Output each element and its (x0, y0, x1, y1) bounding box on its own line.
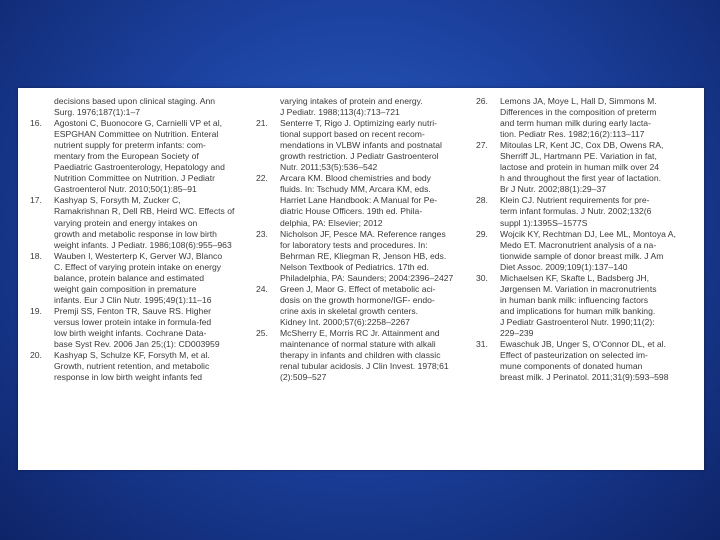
reference-number: 30. (476, 272, 488, 283)
reference-line: crine axis in skeletal growth centers. (280, 305, 419, 316)
reference-entry (256, 173, 462, 228)
reference-line: and term human milk during early lacta- (500, 118, 651, 129)
reference-entry (476, 195, 698, 228)
reference-text (54, 306, 254, 350)
reference-line: Surg. 1976;187(1):1–7 (54, 107, 141, 118)
reference-text (280, 96, 462, 118)
reference-line: Michaelsen KF, Skafte L, Badsberg JH, (500, 272, 650, 283)
reference-line: term infant formulas. J Nutr. 2002;132(6 (500, 206, 652, 217)
reference-text (500, 140, 698, 195)
reference-column-2 (256, 96, 462, 383)
reference-line: Diet Assoc. 2009;109(1):137–140 (500, 261, 628, 272)
reference-line: Wauben I, Westerterp K, Gerver WJ, Blanco (54, 250, 223, 261)
reference-line: weight gain composition in premature (54, 283, 197, 294)
reference-entry (256, 229, 462, 284)
reference-line: Paediatric Gastroenterology, Hepatology and (54, 162, 225, 173)
reference-line: tionwide sample of donor breast milk. J Am (500, 250, 664, 261)
reference-line: h and throughout the first year of lactation. (500, 173, 661, 184)
reference-text (500, 195, 698, 228)
reference-number: 16. (30, 118, 42, 129)
reference-line: response in low birth weight infants fed (54, 372, 203, 383)
reference-number: 28. (476, 195, 488, 206)
reference-column-3 (476, 96, 698, 383)
reference-entry (30, 306, 254, 350)
reference-text (54, 350, 254, 383)
reference-number: 25. (256, 327, 268, 338)
reference-number: 19. (30, 305, 42, 316)
reference-line: Ramakrishnan R, Dell RB, Heird WC. Effects of (54, 206, 235, 217)
reference-line: breast milk. J Perinatol. 2011;31(9):593–598 (500, 372, 669, 383)
reference-line: Arcara KM. Blood chemistries and body (280, 173, 431, 184)
reference-text (54, 96, 254, 118)
reference-line: J Pediatr. 1988;113(4):713–721 (280, 107, 400, 118)
reference-number: 29. (476, 228, 488, 239)
reference-line: balance, protein balance and estimated (54, 272, 205, 283)
reference-number: 20. (30, 350, 42, 361)
reference-line: Wojcik KY, Rechtman DJ, Lee ML, Montoya A, (500, 228, 676, 239)
reference-number: 18. (30, 250, 42, 261)
reference-line: J Pediatr Gastroenterol Nutr. 1990;11(2): (500, 316, 655, 327)
reference-line: renal tubular acidosis. J Clin Invest. 1978;61 (280, 361, 449, 372)
reference-number: 22. (256, 173, 268, 184)
reference-line: base Syst Rev. 2006 Jan 25;(1): CD003959 (54, 339, 220, 350)
reference-text (500, 229, 698, 273)
reference-line: Differences in the composition of preterm (500, 107, 657, 118)
reference-entry (476, 273, 698, 339)
reference-line: Jørgensen M. Variation in macronutrients (500, 283, 657, 294)
reference-line: Br J Nutr. 2002;88(1):29–37 (500, 184, 607, 195)
reference-entry (476, 339, 698, 383)
reference-line: Effect of pasteurization on selected im- (500, 350, 648, 361)
reference-line: Gastroenterol Nutr. 2010;50(1):85–91 (54, 184, 197, 195)
reference-line: low birth weight infants. Cochrane Data- (54, 327, 207, 338)
reference-line: Nutrition Committee on Nutrition. J Pediatr (54, 173, 215, 184)
reference-line: Sherriff JL, Hartmann PE. Variation in fat, (500, 151, 657, 162)
reference-text (280, 118, 462, 173)
reference-line: varying protein and energy intakes on (54, 217, 198, 228)
reference-line: growth restriction. J Pediatr Gastroenterol (280, 151, 439, 162)
reference-line: Agostoni C, Buonocore G, Carnielli VP et al, (54, 118, 222, 129)
reference-line: McSherry E, Morris RC Jr. Attainment and (280, 327, 440, 338)
reference-line: Premji SS, Fenton TR, Sauve RS. Higher (54, 305, 211, 316)
reference-text (280, 229, 462, 284)
reference-entry (30, 118, 254, 195)
reference-line: Lemons JA, Moye L, Hall D, Simmons M. (500, 96, 657, 106)
reference-entry (30, 96, 254, 118)
reference-text (280, 284, 462, 328)
reference-number: 23. (256, 228, 268, 239)
reference-line: therapy in infants and children with classic (280, 350, 441, 361)
reference-line: (2):509–527 (280, 372, 327, 383)
reference-text (54, 251, 254, 306)
reference-number: 21. (256, 118, 268, 129)
reference-line: and implications for human milk banking. (500, 305, 656, 316)
reference-entry (476, 229, 698, 273)
reference-line: Senterre T, Rigo J. Optimizing early nutri- (280, 118, 437, 129)
reference-line: decisions based upon clinical staging. Ann (54, 96, 216, 106)
reference-text (280, 173, 462, 228)
reference-line: Kashyap S, Schulze KF, Forsyth M, et al. (54, 350, 210, 361)
reference-entry (30, 251, 254, 306)
reference-line: Harriet Lane Handbook: A Manual for Pe- (280, 195, 438, 206)
reference-entry (30, 350, 254, 383)
reference-entry (256, 96, 462, 118)
reference-line: ESPGHAN Committee on Nutrition. Enteral (54, 129, 219, 140)
reference-line: C. Effect of varying protein intake on energy (54, 261, 222, 272)
reference-line: varying intakes of protein and energy. (280, 96, 423, 106)
reference-number: 24. (256, 283, 268, 294)
reference-line: dosis on the growth hormone/IGF- endo- (280, 294, 435, 305)
reference-number: 31. (476, 339, 488, 350)
reference-line: Green J, Maor G. Effect of metabolic aci- (280, 283, 436, 294)
reference-line: diatric House Officers. 19th ed. Phila- (280, 206, 423, 217)
reference-line: for laboratory tests and procedures. In: (280, 239, 428, 250)
reference-entry (476, 140, 698, 195)
reference-line: mune components of donated human (500, 361, 643, 372)
reference-number: 26. (476, 96, 488, 106)
reference-text (280, 328, 462, 383)
reference-line: infants. Eur J Clin Nutr. 1995;49(1):11–16 (54, 294, 212, 305)
reference-line: Nicholson JF, Pesce MA. Reference ranges (280, 228, 446, 239)
reference-number (256, 96, 280, 118)
reference-line: lactose and protein in human milk over 24 (500, 162, 660, 173)
reference-entry (256, 118, 462, 173)
reference-line: growth and metabolic response in low birth (54, 228, 217, 239)
reference-line: 229–239 (500, 327, 534, 338)
reference-line: Ewaschuk JB, Unger S, O'Connor DL, et al. (500, 339, 666, 350)
reference-text (500, 339, 698, 383)
reference-number: 17. (30, 195, 42, 206)
reference-text (54, 195, 254, 250)
reference-text (500, 96, 698, 140)
reference-entry (30, 195, 254, 250)
reference-line: Klein CJ. Nutrient requirements for pre- (500, 195, 650, 206)
reference-line: tion. Pediatr Res. 1982;16(2):113–117 (500, 129, 645, 140)
reference-page (18, 88, 704, 470)
reference-line: Mitoulas LR, Kent JC, Cox DB, Owens RA, (500, 140, 664, 151)
reference-entry (476, 96, 698, 140)
reference-entry (256, 284, 462, 328)
reference-line: Philadelphia, PA: Saunders; 2004:2396–2427 (280, 272, 454, 283)
reference-line: weight infants. J Pediatr. 1986;108(6):955–963 (54, 239, 232, 250)
reference-line: nutrient supply for preterm infants: com- (54, 140, 206, 151)
reference-line: Kidney Int. 2000;57(6):2258–2267 (280, 316, 410, 327)
reference-line: Nutr. 2011;53(5):536–542 (280, 162, 378, 173)
reference-line: Behrman RE, Kliegman R, Jenson HB, eds. (280, 250, 447, 261)
reference-line: suppl 1):1395S–1577S (500, 217, 588, 228)
reference-line: delphia, PA: Elsevier; 2012 (280, 217, 383, 228)
reference-line: maintenance of normal stature with alkali (280, 339, 436, 350)
reference-line: mendations in VLBW infants and postnatal (280, 140, 442, 151)
reference-column-1 (30, 96, 254, 383)
reference-line: in human bank milk: influencing factors (500, 294, 649, 305)
reference-line: versus lower protein intake in formula-fed (54, 316, 212, 327)
reference-line: Medo ET. Macronutrient analysis of a na- (500, 239, 657, 250)
reference-line: Kashyap S, Forsyth M, Zucker C, (54, 195, 181, 206)
reference-line: Growth, nutrient retention, and metabolic (54, 361, 210, 372)
reference-text (500, 273, 698, 339)
reference-text (54, 118, 254, 195)
reference-line: Nelson Textbook of Pediatrics. 17th ed. (280, 261, 429, 272)
reference-number: 27. (476, 140, 488, 151)
reference-entry (256, 328, 462, 383)
reference-line: tional support based on recent recom- (280, 129, 425, 140)
reference-line: mentary from the European Society of (54, 151, 199, 162)
reference-line: fluids. In: Tschudy MM, Arcara KM, eds. (280, 184, 431, 195)
reference-number (30, 96, 54, 118)
